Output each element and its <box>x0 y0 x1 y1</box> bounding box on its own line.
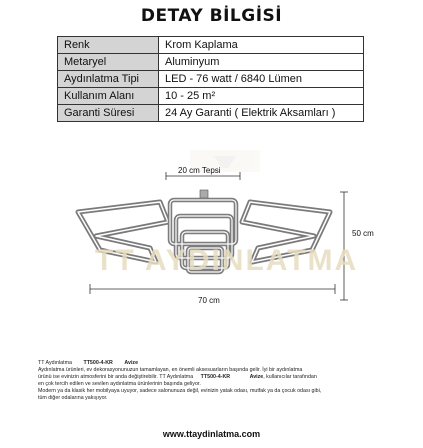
description-line: tüm diğer odalarına yakışıyor. <box>38 395 108 401</box>
spec-label: Garanti Süresi <box>58 105 159 122</box>
brand-watermark: TT AYDINLATMA <box>95 244 359 277</box>
table-row <box>58 71 364 88</box>
model-code: TT500-4-KR <box>83 360 113 366</box>
height-dimension-label: 50 cm <box>352 229 374 238</box>
tray-dimension-label: 20 cm Tepsi <box>178 166 221 175</box>
description-line: Aydınlatma ürünleri, ev dekorasyonunuzun tamamlayan, en önemli aksesuarların başında gelir. İyi bir aydınlatma <box>38 367 303 373</box>
spec-value: LED - 76 watt / 6840 Lümen <box>159 71 364 88</box>
table-row <box>58 88 364 105</box>
table-row <box>58 105 364 122</box>
brand-name: TT Aydınlatma <box>38 360 72 366</box>
product-description <box>38 360 388 402</box>
description-line <box>38 374 388 381</box>
spec-label: Aydınlatma Tipi <box>58 71 159 88</box>
description-text: ürünü ise evinizin atmosferini bir anda değiştirebilir. TT Aydınlatma <box>38 374 194 380</box>
spec-label: Metaryel <box>58 54 159 71</box>
description-line: Modern ya da klasik her mobilyaya uyuyor, sadece salonunuza değil, evinizin yatak odası, mutfak ya da çocuk odası gibi, <box>38 388 322 394</box>
website-link[interactable]: www.ttaydinlatma.com <box>162 429 261 439</box>
model-code: TT500-4-KR <box>200 374 231 380</box>
spec-value: Krom Kaplama <box>159 37 364 54</box>
spec-value: Aluminyum <box>159 54 364 71</box>
spec-value: 24 Ay Garanti ( Elektrik Aksamları ) <box>159 105 364 122</box>
width-dimension-label: 70 cm <box>198 296 220 305</box>
page-title: DETAY BİLGİSİ <box>140 6 283 26</box>
table-row <box>58 54 364 71</box>
description-line: en çok tercih edilen ve sevilen aydınlatma ürünlerinin başında geliyor. <box>38 381 201 387</box>
spec-value: 10 - 25 m² <box>159 88 364 105</box>
product-header-line <box>38 360 388 367</box>
description-text: , kullanıcılar tarafından <box>263 374 317 380</box>
spec-label: Renk <box>58 37 159 54</box>
table-row <box>58 37 364 54</box>
spec-label: Kullanım Alanı <box>58 88 159 105</box>
product-type: Avize <box>249 374 264 380</box>
spec-table <box>57 36 364 122</box>
product-type: Avize <box>124 360 139 366</box>
